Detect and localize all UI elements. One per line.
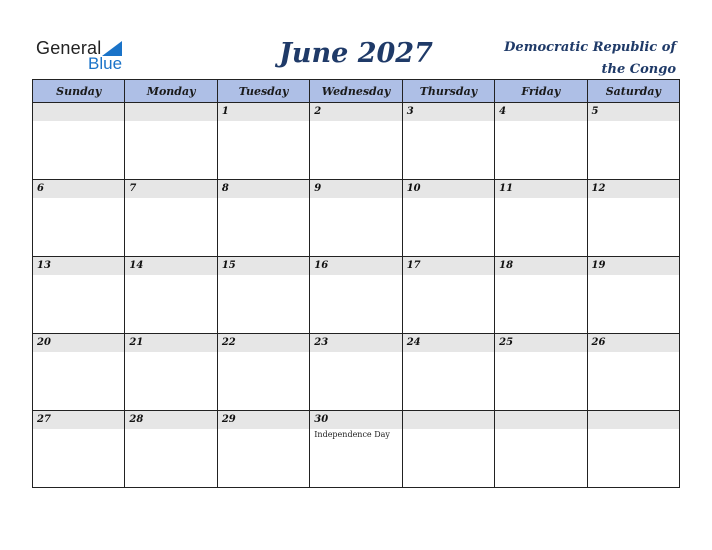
day-cell [125,411,217,488]
day-number-bar [218,411,309,429]
day-number-bar [403,411,494,429]
day-cell [495,334,587,411]
day-cell [310,103,402,180]
day-cell [495,180,587,257]
day-number: 29 [221,414,236,425]
day-number: 1 [221,106,229,117]
day-number: 20 [37,337,51,348]
weekday-header: Saturday [587,80,679,103]
day-number-bar [33,257,124,275]
day-number-bar [403,103,494,121]
day-cell [587,411,679,488]
week-row [33,180,680,257]
weekday-header: Thursday [402,80,494,103]
day-number-bar [310,257,401,275]
day-cell [495,411,587,488]
day-number: 15 [221,260,236,271]
day-number: 3 [406,106,414,117]
day-number: 2 [314,106,322,117]
day-cell [587,257,679,334]
day-number-bar [218,180,309,198]
day-number: 10 [406,183,421,194]
day-number-bar [588,411,679,429]
day-number-bar [125,103,216,121]
day-number: 17 [406,260,421,271]
day-number-bar [403,257,494,275]
weekday-header: Sunday [33,80,125,103]
day-number-bar [125,411,216,429]
day-number-bar [310,334,401,352]
day-number: 14 [129,260,144,271]
day-number: 6 [37,183,44,194]
weekday-header: Friday [495,80,587,103]
day-cell [310,180,402,257]
day-cell [402,103,494,180]
day-cell [125,334,217,411]
weekday-header: Tuesday [217,80,309,103]
day-cell [310,257,402,334]
day-number-bar [588,180,679,198]
day-number: 7 [129,183,137,194]
day-number-bar [218,257,309,275]
generalblue-logo [36,38,136,74]
day-cell [125,180,217,257]
day-number-bar [218,334,309,352]
day-number: 13 [37,260,51,271]
day-cell [495,257,587,334]
day-number: 21 [129,337,144,348]
day-number-bar [125,180,216,198]
calendar-grid [32,79,680,488]
day-number: 28 [129,414,144,425]
day-cell [33,411,125,488]
day-number-bar [403,180,494,198]
holiday-label: Independence Day [314,430,390,439]
day-cell [587,180,679,257]
day-number: 22 [221,337,236,348]
day-number: 8 [221,183,229,194]
day-number-bar [310,103,401,121]
day-cell [587,103,679,180]
day-number-bar [33,411,124,429]
day-number-bar [310,411,401,429]
day-number-bar [125,334,216,352]
weekday-header: Wednesday [310,80,402,103]
day-number-bar [495,103,586,121]
day-number-bar [495,334,586,352]
weekday-header-row [33,80,680,103]
day-number-bar [495,411,586,429]
day-number-bar [588,103,679,121]
day-number: 11 [499,183,514,194]
day-number-bar [588,257,679,275]
day-number-bar [588,334,679,352]
day-number: 5 [591,106,599,117]
day-number-bar [218,103,309,121]
day-cell [495,103,587,180]
day-number: 12 [591,183,606,194]
day-number-bar [33,334,124,352]
day-cell [402,257,494,334]
day-cell [402,180,494,257]
day-cell [217,334,309,411]
week-row [33,411,680,488]
day-number-bar [33,103,124,121]
day-number-bar [33,180,124,198]
day-number-bar [125,257,216,275]
day-number: 19 [591,260,606,271]
logo-general-text: General [36,38,102,58]
day-number: 9 [314,183,322,194]
weekday-header: Monday [125,80,217,103]
day-cell [402,334,494,411]
day-cell [217,257,309,334]
day-number: 27 [37,414,51,425]
day-cell [33,180,125,257]
day-cell [125,257,217,334]
day-number-bar [310,180,401,198]
day-cell [310,411,402,488]
week-row [33,334,680,411]
day-number: 24 [406,337,421,348]
week-row [33,257,680,334]
day-number: 30 [314,414,329,425]
day-number: 26 [591,337,606,348]
day-number: 16 [314,260,329,271]
day-number: 23 [314,337,329,348]
month-title: June 2027 [279,38,433,69]
day-cell [217,103,309,180]
day-cell [125,103,217,180]
day-number-bar [495,257,586,275]
day-cell [33,103,125,180]
day-number: 18 [499,260,514,271]
country-name: Democratic Republic of the Congo [504,40,676,77]
day-cell [33,334,125,411]
day-cell [587,334,679,411]
day-cell [402,411,494,488]
day-number-bar [495,180,586,198]
day-cell [217,180,309,257]
logo-blue-text: Blue [88,54,123,73]
week-row [33,103,680,180]
day-number: 4 [499,106,507,117]
day-cell [217,411,309,488]
day-number-bar [403,334,494,352]
day-cell [310,334,402,411]
day-cell [33,257,125,334]
day-number: 25 [499,337,514,348]
